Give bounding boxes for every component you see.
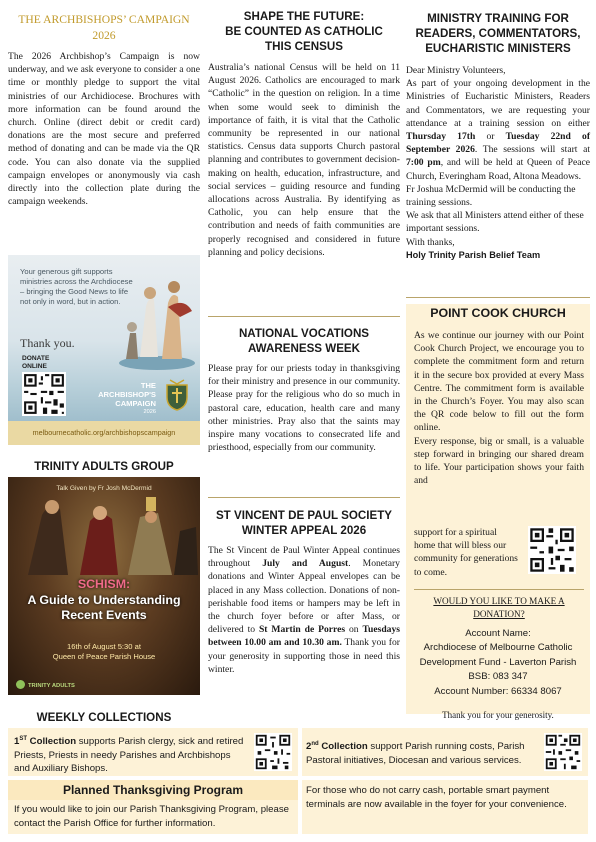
section-divider: [208, 316, 400, 317]
donation-question: WOULD YOU LIKE TO MAKE A DONATION?: [433, 596, 565, 619]
ministry-training-title: MINISTRY TRAINING FOR READERS, COMMENTATORS, EUCHARISTIC MINISTERS: [415, 12, 581, 55]
campaign-title: THE ARCHBISHOPS’ CAMPAIGN 2026: [18, 13, 190, 42]
bank-details: Account Name: Archdiocese of Melbourne Catholic Development Fund - Laverton Parish BSB: 083 347 Account Number: 66334 8067: [419, 628, 577, 697]
section-divider: [208, 497, 400, 498]
painting-figures-illustration: [8, 495, 200, 575]
campaign-body: The 2026 Archbishop’s Campaign is now underway, and we ask everyone to consider a one time or monthly pledge to support the vital ministries of our Archidiocese. Brochures with more information can be found around the church. Online (direct debit or credit card) donations are the most secure and preferred method of donating and can be made via the QR code. You can also donate via the supplied campaign envelopes or anonymously via cash directly into the collection plate during the campaign weekends.: [8, 51, 200, 208]
point-cook-body: As we continue our journey with our Point Cook Church Project, we encourage you to complete the commitment form and return it in the secure box provided at every Mass Centre. The commitment form is available in the Church’s Foyer. You may also scan the QR code below to fill out the form online. Every response, big or small, is a valuable step forward in bringing our shared dream to life. Your participation shows your faith and: [414, 330, 584, 487]
second-collection-qr-code[interactable]: [544, 733, 582, 771]
campaign-poster-tagline: Your generous gift supports ministries across the Archdiocese – bringing the Good News to life not only in word, but in action.: [20, 267, 133, 306]
point-cook-body-end: support for a spiritual home that will bless our community for generations to come.: [414, 527, 518, 578]
section-divider: [406, 297, 590, 298]
trinity-adults-poster: [8, 477, 200, 695]
thanksgiving-body: If you would like to join our Parish Thanksgiving Program, please contact the Parish Office for further information.: [14, 804, 289, 829]
vocations-body: Please pray for our priests today in thanksgiving for their ministry and presence in our community. Please pray for the religious who do so much in pastoral care, education, health care and many other ministries. Pray also that the saints may inspire many vocations to consecrated life and priesthood, especially from our community.: [208, 363, 400, 454]
census-body: Australia’s national Census will be held on 11 August 2026. Catholics are encouraged to mark “Catholic” in the question on religion. In a time when some would seek to diminish the importance of faith, it is vital that the Catholic community be represented in our national statistics. Census data supports Church pastoral planning and contributes to government decision-making on health, education, infrastructure, and social services – guiding resource and funding allocations across Australia. By identifying as Catholic, you can help ensure that the contribution and needs of faith communities are properly recognised and considered in future planning and policy decisions.: [208, 62, 400, 258]
archdiocese-crest-icon: [164, 379, 190, 411]
figures-on-water-illustration: [118, 267, 196, 372]
donation-thanks: Thank you for your generosity.: [442, 710, 554, 720]
point-cook-title: POINT COOK CHURCH: [430, 306, 566, 320]
thanksgiving-title: Planned Thanksgiving Program: [62, 783, 244, 797]
weekly-collections-title: WEEKLY COLLECTIONS: [36, 711, 172, 724]
campaign-logo: THE ARCHBISHOP'S CAMPAIGN 2026: [98, 381, 156, 415]
ministry-signoff: Holy Trinity Parish Belief Team: [406, 249, 541, 260]
first-collection-qr-code[interactable]: [254, 733, 292, 771]
campaign-poster-thanks: Thank you.: [20, 336, 75, 350]
campaign-poster: [8, 255, 200, 445]
vocations-title: NATIONAL VOCATIONS AWARENESS WEEK: [238, 327, 370, 355]
trinity-adults-brand: TRINITY ADULTS: [28, 683, 75, 689]
section-divider: [414, 589, 584, 590]
first-collection-text: 1ST Collection supports Parish clergy, sick and retired Priests, Priests in needy Parishes and Archbishops and Auxiliary Bishops.: [14, 736, 244, 775]
census-title: SHAPE THE FUTURE: BE COUNTED AS CATHOLIC THIS CENSUS: [225, 10, 383, 53]
svdp-title: ST VINCENT DE PAUL SOCIETY WINTER APPEAL 2026: [215, 509, 393, 537]
talk-speaker-line: Talk Given by Fr Josh McDermid: [56, 485, 152, 492]
event-date-location: 16th of August 5:30 at Queen of Peace Parish House: [52, 642, 156, 661]
second-collection-text: 2nd Collection support Parish running costs, Parish Pastoral initiatives, Diocesan and various services.: [306, 741, 525, 766]
schism-headline: SCHISM: A Guide to Understanding Recent Events: [27, 577, 181, 622]
svdp-body: The St Vincent de Paul Winter Appeal continues throughout July and August. Monetary donations and Winter Appeal envelopes can be placed in any Mass collection. Donations of non-perishable food items or hampers may be left in the church foyer before or after Mass, or delivered to St Martin de Porres on Tuesdays between 10.00 am and 10.30 am. Thank you for your generosity in supporting those in need this winter.: [208, 545, 401, 675]
trinity-adults-logo-icon: [16, 680, 25, 689]
campaign-url-link[interactable]: melbournecatholic.org/archbishopscampaign: [8, 421, 200, 445]
ministry-training-body: Dear Ministry Volunteers, As part of your ongoing development in the Ministries of Eucharistic Ministers, Readers and Commentators, we are requesting your attendance at a training session on either Thursday 17th or Tuesday 22nd of September 2026. The sessions will start at 7:00 pm, and will be held at Queen of Peace Church, Everingham Road, Altona Meadows. Fr Joshua McDermid will be conducting the training sessions. We ask that all Ministers attend either of these important sessions. With thanks, Holy Trinity Parish Belief Team: [406, 64, 590, 262]
campaign-qr-code[interactable]: [22, 372, 66, 416]
trinity-adults-title: TRINITY ADULTS GROUP: [34, 460, 174, 473]
cash-payment-text: For those who do not carry cash, portable smart payment terminals are now available in the foyer for your convenience.: [306, 785, 567, 811]
point-cook-qr-code[interactable]: [528, 526, 576, 574]
donate-online-label: DONATE ONLINE: [22, 355, 50, 370]
